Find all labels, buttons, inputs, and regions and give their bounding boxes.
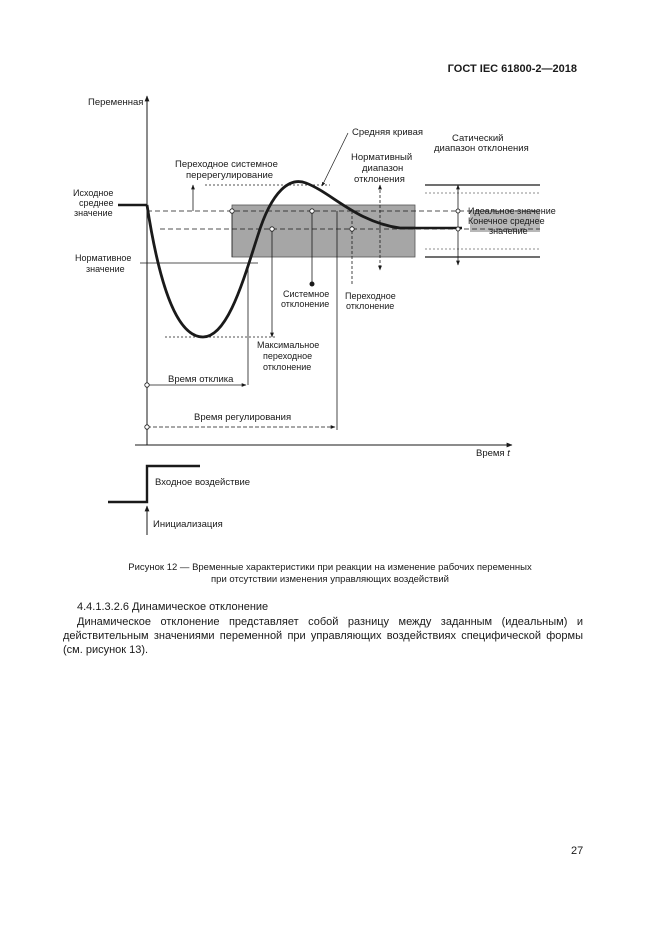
body-paragraph	[63, 615, 583, 657]
settling-time-label: Время регулирования	[194, 412, 292, 423]
initial-average-label: значение	[74, 208, 113, 218]
max-transient-label: отклонение	[263, 362, 312, 372]
overshoot-label: Переходное системное	[175, 159, 278, 170]
document-header: ГОСТ IEC 61800-2—2018	[447, 63, 577, 75]
figure-caption: при отсутствии изменения управляющих воздействий	[211, 574, 449, 585]
initialization-label: Инициализация	[153, 519, 223, 530]
average-curve-label: Средняя кривая	[352, 127, 424, 138]
transient-deviation-label: Переходное	[345, 291, 396, 301]
initial-average-label: среднее	[79, 198, 114, 208]
response-time-label: Время отклика	[168, 374, 234, 385]
normative-range-label: диапазон	[362, 163, 404, 174]
input-action-label: Входное воздействие	[155, 477, 251, 488]
static-range-label: Сатический	[452, 133, 504, 144]
figure-caption: Рисунок 12 — Временные характеристики при реакции на изменение рабочих переменных	[128, 562, 532, 573]
normative-value-label: Нормативное	[75, 253, 132, 263]
page-number: 27	[571, 845, 584, 857]
overshoot-label: перерегулирование	[186, 170, 274, 181]
final-average-label: значение	[489, 226, 528, 236]
y-axis-label: Переменная	[88, 97, 144, 108]
system-deviation-label: отклонение	[281, 299, 330, 309]
max-transient-label: переходное	[263, 351, 313, 361]
transient-deviation-label: отклонение	[346, 301, 395, 311]
normative-value-label: значение	[86, 264, 125, 274]
paragraph-text: Динамическое отклонение представляет собой разницу между заданным (идеальным) и действительным значениями переменной при управляющих воздействиях специфической формы (см. рисунок 13).	[63, 616, 583, 656]
max-transient-label: Максимальное	[257, 340, 320, 350]
ideal-value-label: Идеальное значение	[468, 206, 556, 216]
system-deviation-label: Системное	[283, 289, 330, 299]
normative-range-label: Нормативный	[351, 152, 413, 163]
section-heading: 4.4.1.3.2.6 Динамическое отклонение	[77, 601, 269, 613]
initial-average-label: Исходное	[73, 188, 114, 198]
x-axis-label: Время t	[476, 448, 510, 459]
static-range-label: диапазон отклонения	[434, 143, 529, 154]
final-average-label: Конечное среднее	[468, 216, 545, 226]
normative-range-label: отклонения	[354, 174, 405, 185]
